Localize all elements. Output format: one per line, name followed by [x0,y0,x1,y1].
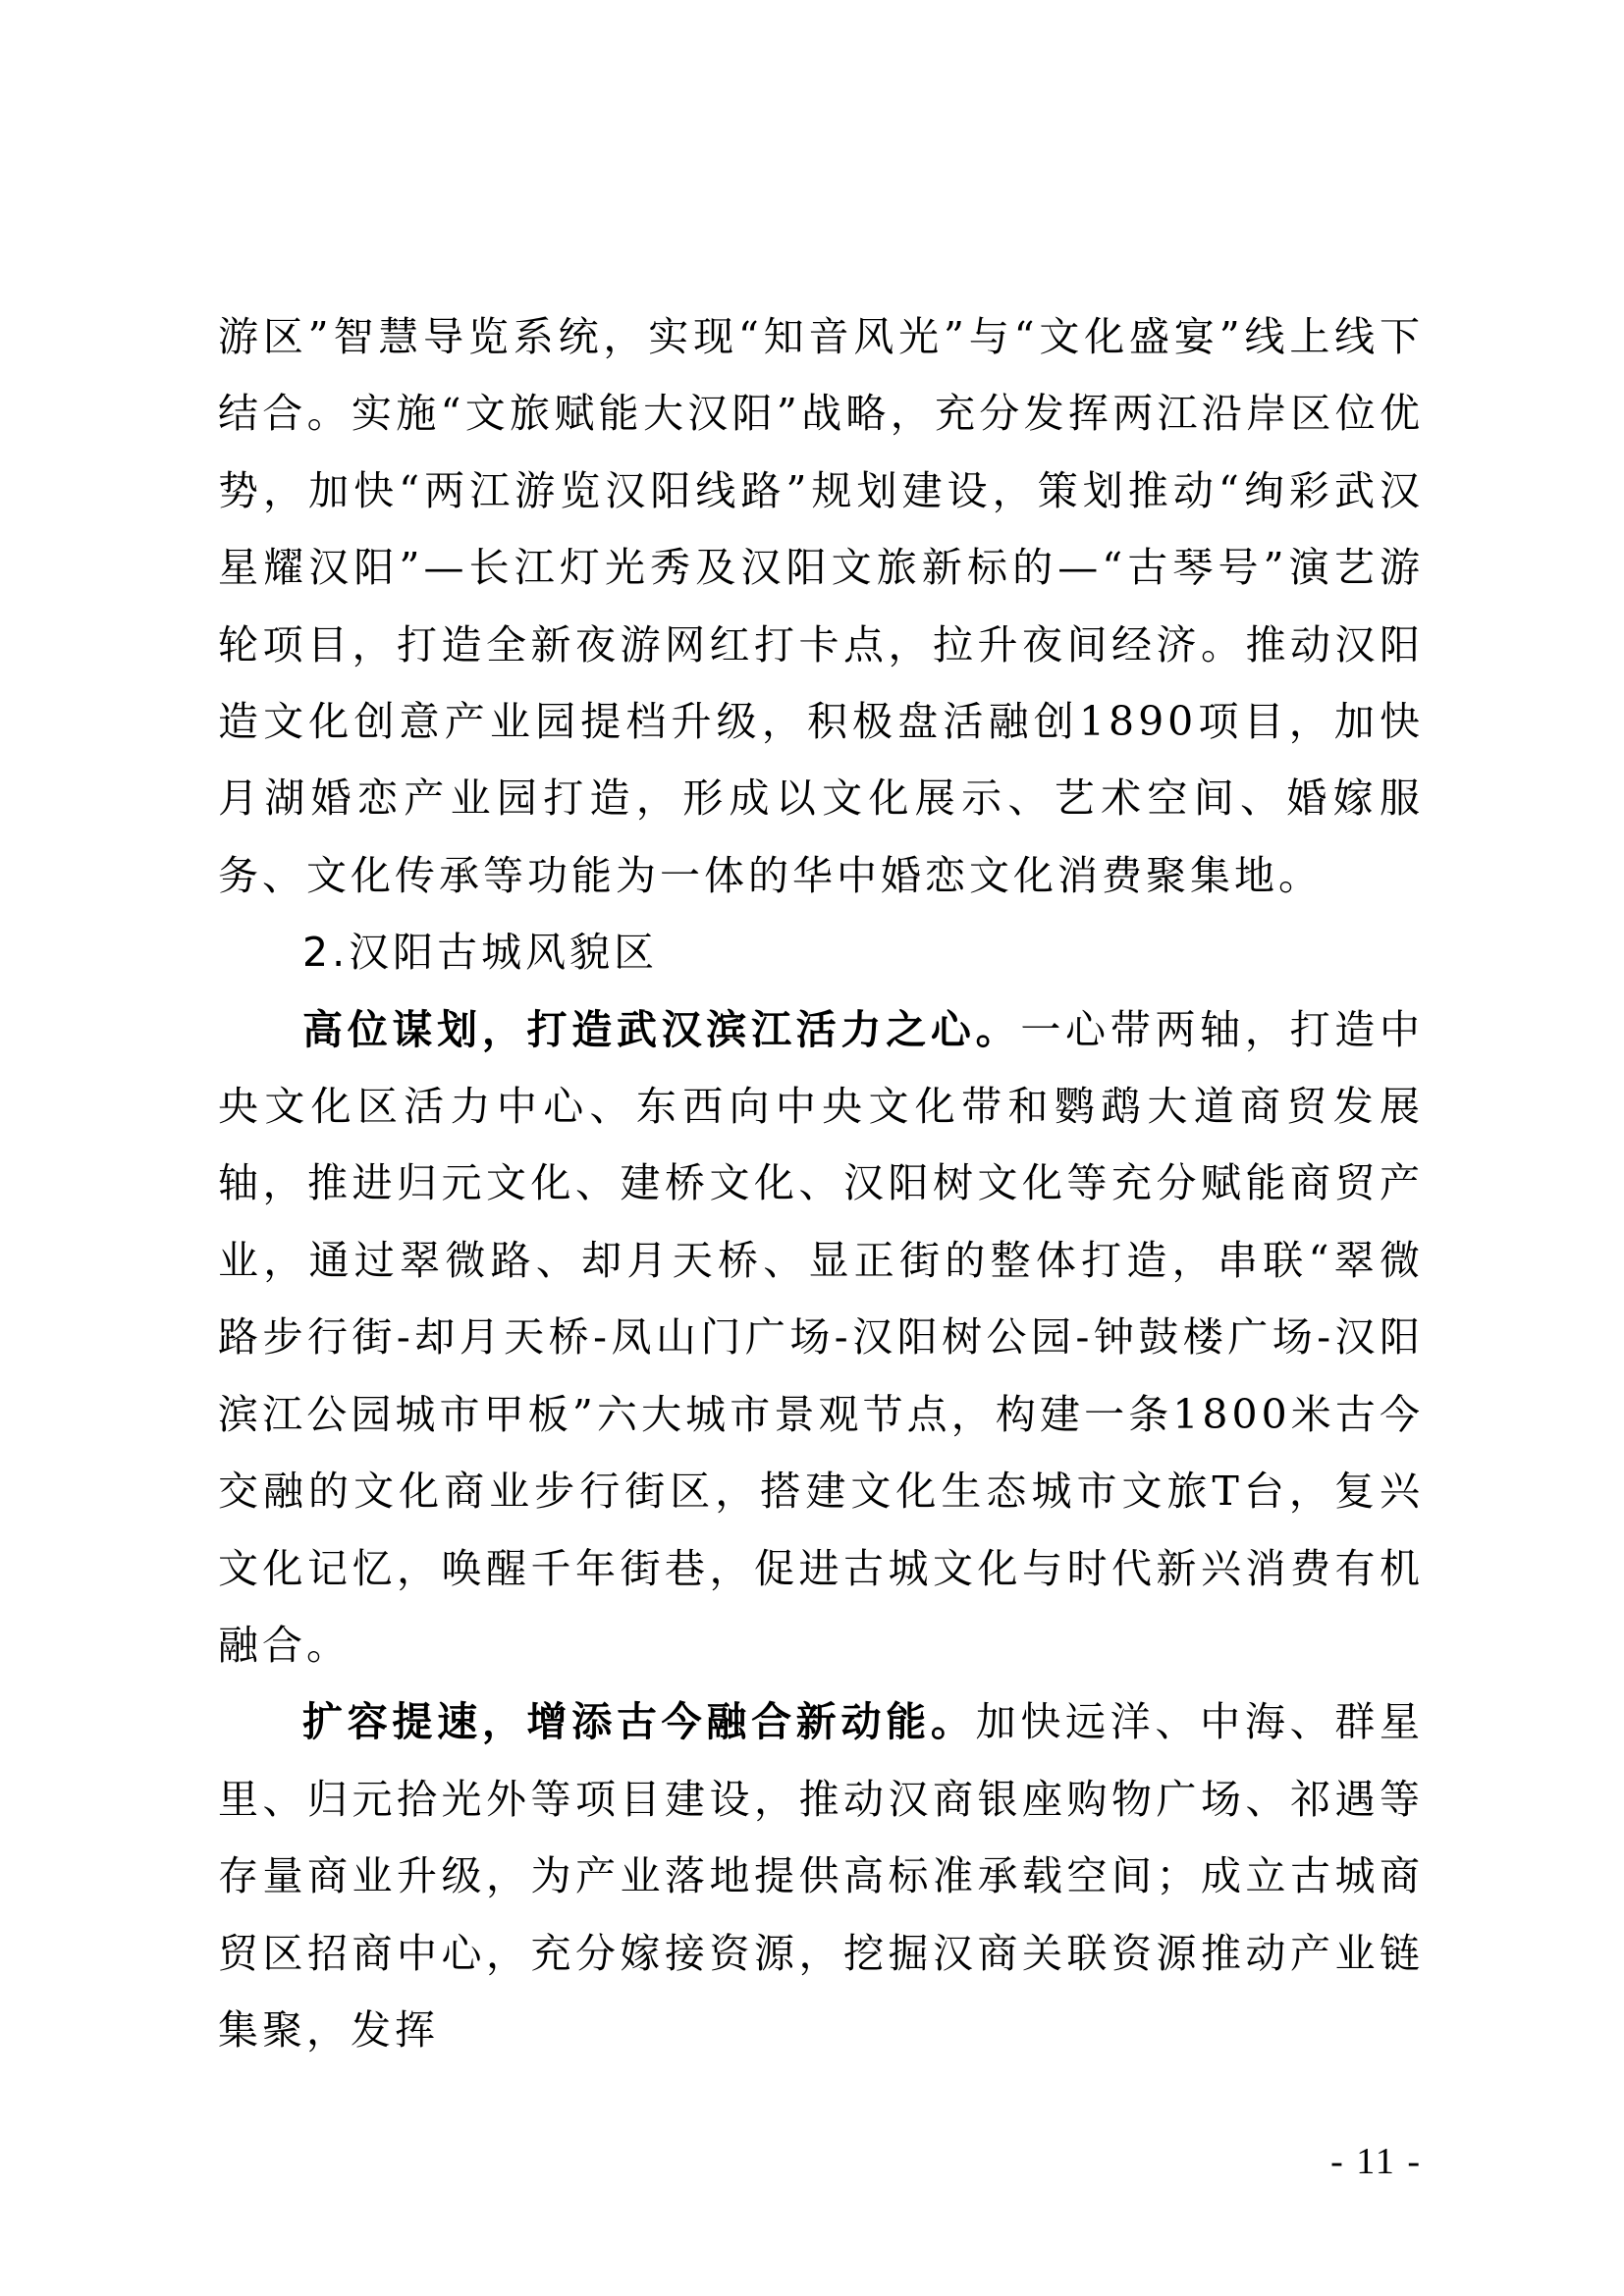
paragraph-text: 加快远洋、中海、群星里、归元拾光外等项目建设，推动汉商银座购物广场、祁遇等存量商业升级，为产业落地提供高标准承载空间；成立古城商贸区招商中心，充分嫁接资源，挖掘汉商关联资源推动产业链集聚，发挥 [218,1698,1424,2054]
page-number: - 11 - [1330,2141,1422,2182]
paragraph-lead-sentence: 扩容提速，增添古今融合新动能。 [302,1698,976,1746]
section-heading [218,914,1424,990]
paragraph-expansion [218,1683,1424,2068]
paragraph-lead-sentence: 高位谋划，打造武汉滨江活力之心。 [302,1005,1021,1053]
document-body [218,298,1424,2068]
paragraph-text: 一心带两轴，打造中央文化区活力中心、东西向中央文化带和鹦鹉大道商贸发展轴，推进归元文化、建桥文化、汉阳树文化等充分赋能商贸产业，通过翠微路、却月天桥、显正街的整体打造，串联“翠微路步行街-却月天桥-凤山门广场-汉阳树公园-钟鼓楼广场-汉阳滨江公园城市甲板”六大城市景观节点，构建一条1800米古今交融的文化商业步行街区，搭建文化生态城市文旅T台，复兴文化记忆，唤醒千年街巷，促进古城文化与时代新兴消费有机融合。 [218,1005,1425,1669]
paragraph-continuation [218,298,1424,914]
paragraph-strategic-planning [218,991,1424,1684]
paragraph-text: 游区”智慧导览系统，实现“知音风光”与“文化盛宴”线上线下结合。实施“文旅赋能大汉阳”战略，充分发挥两江沿岸区位优势，加快“两江游览汉阳线路”规划建设，策划推动“绚彩武汉 星耀汉阳”—长江灯光秀及汉阳文旅新标的—“古琴号”演艺游轮项目，打造全新夜游网红打卡点，拉升夜间经济。推动汉阳造文化创意产业园提档升级，积极盘活融创1890项目，加快月湖婚恋产业园打造，形成以文化展示、艺术空间、婚嫁服务、文化传承等功能为一体的华中婚恋文化消费聚集地。 [218,313,1424,899]
section-heading-text: 2.汉阳古城风貌区 [302,929,659,977]
